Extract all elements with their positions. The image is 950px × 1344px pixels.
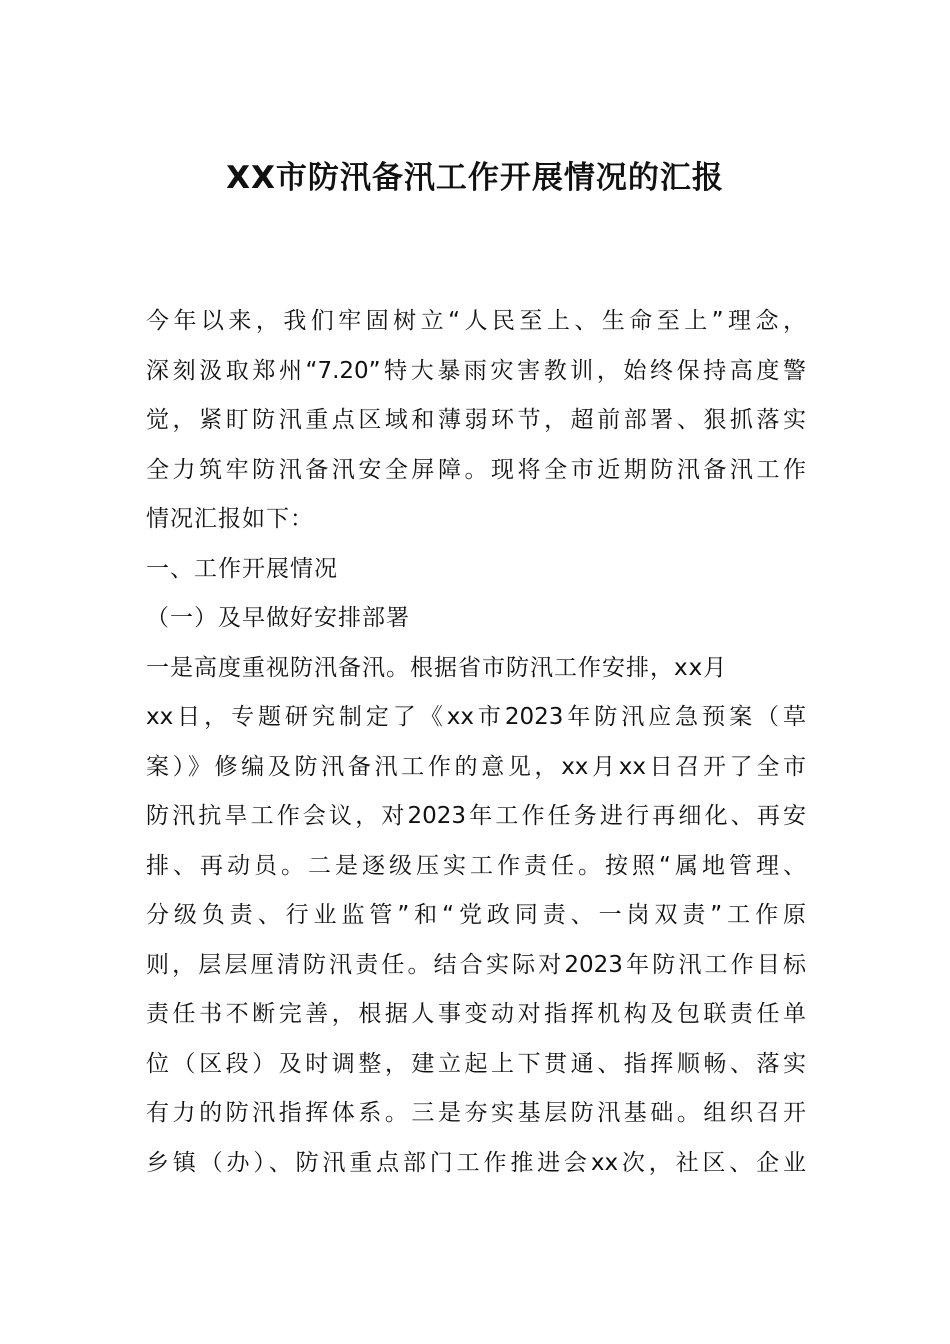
paragraph-line: 案）》修编及防汛备汛工作的意见，xx月xx日召开了全市: [146, 753, 806, 780]
paragraph-line: 位（区段）及时调整，建立起上下贯通、指挥顺畅、落实: [146, 1050, 806, 1077]
section-heading: 一、工作开展情况: [146, 555, 338, 582]
paragraph-line: xx日，专题研究制定了《xx市2023年防汛应急预案（草: [146, 704, 806, 730]
paragraph-line: 情况汇报如下：: [146, 506, 314, 532]
paragraph-line: 排、再动员。二是逐级压实工作责任。按照“属地管理、: [146, 852, 806, 879]
paragraph-line: 乡镇（办）、防汛重点部门工作推进会xx次，社区、企业: [146, 1149, 806, 1176]
document-title: XX市防汛备汛工作开展情况的汇报: [226, 160, 724, 196]
paragraph-line: 防汛抗旱工作会议，对2023年工作任务进行再细化、再安: [146, 803, 806, 829]
paragraph-line: 则，层层厘清防汛责任。结合实际对2023年防汛工作目标: [146, 951, 806, 978]
paragraph-line: 分级负责、行业监管”和“党政同责、一岗双责”工作原: [146, 902, 806, 928]
paragraph-line: 责任书不断完善，根据人事变动对指挥机构及包联责任单: [146, 1001, 806, 1027]
paragraph-line: 今年以来，我们牢固树立“人民至上、生命至上”理念，: [146, 308, 806, 334]
paragraph-line: 觉，紧盯防汛重点区域和薄弱环节，超前部署、狠抓落实: [146, 407, 806, 433]
subsection-heading: （一）及早做好安排部署: [146, 605, 410, 631]
paragraph-line: 深刻汲取郑州“7.20”特大暴雨灾害教训，始终保持高度警: [146, 357, 806, 384]
paragraph-line: 有力的防汛指挥体系。三是夯实基层防汛基础。组织召开: [146, 1100, 806, 1126]
paragraph-line: 一是高度重视防汛备汛。根据省市防汛工作安排，xx月: [146, 654, 728, 681]
document-body: [146, 297, 806, 1188]
paragraph-line: 全力筑牢防汛备汛安全屏障。现将全市近期防汛备汛工作: [146, 456, 806, 483]
